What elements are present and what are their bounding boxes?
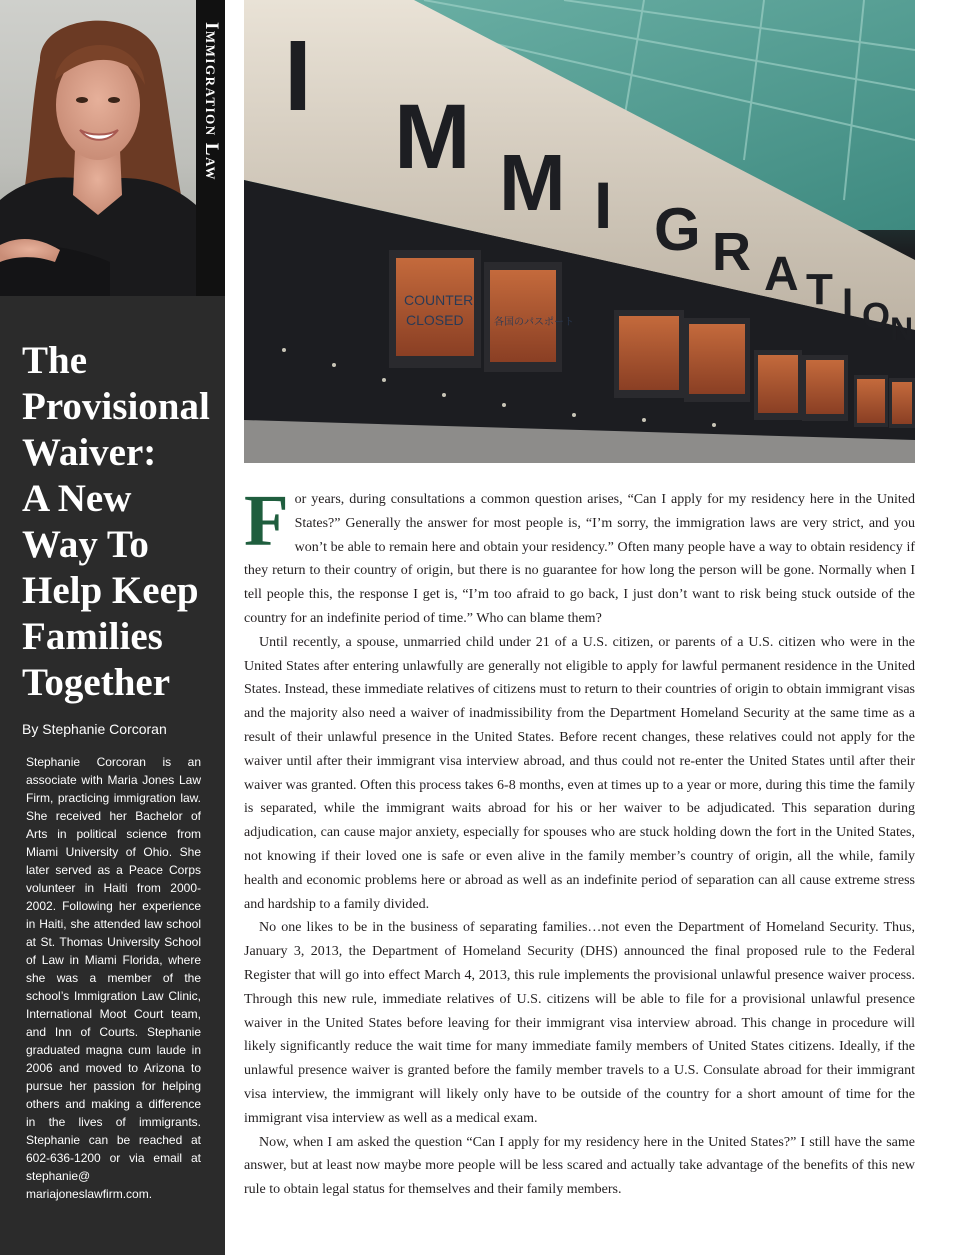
svg-text:I: I	[594, 168, 613, 242]
hero-photo	[244, 0, 915, 463]
article-paragraph: Until recently, a spouse, unmarried child under 21 of a U.S. citizen, or parents of a U.S. citizen who were in the United States after entering unlawfully are generally not eligible to apply for lawful permanent residence in the United States. Instead, these immediate relatives of citizens must to return to their countries of origin to obtain immigrant visas and the majority also need a waiver of inadmissibility from the Department Homeland Security at the same time as a result of their unlawful presence in the United States. Before recent changes, these relatives could not apply for the waiver until after their immigrant visa interview abroad, and thus could not re-enter the United States until after their waiver was granted. Often this process takes 6-8 months, even at times up to a year or more, during this time the family is separated, while the immigrant waits abroad for his or her waiver to be adjudicated. This separation during adjudication, can cause major anxiety, especially for spouses who are stuck holding down the fort in the United States, not knowing if their loved one is safe or even alive in the family member’s country of origin, all the while, family health and economic problems here or abroad as well as an indefinite period of separation can all cause extreme stress and hardship to a family divided.	[244, 634, 915, 912]
paragraph-text: or years, during consultations a common question arises, “Can I apply for my residency here in the United States?” Generally the answer for most people is, “I’m sorry, the immigration laws are very strict, and you won’t be able to remain here and obtain your residency.” Often many people have a way to obtain residency if they return to their country of origin, but there is no guarantee for how long the person will be gone. Normally when I tell people this, the response I get is, “I’m too afraid to go back, I just don’t want to risk being stuck outside of the country for an indefinite period of time.” Who can blame them?	[244, 492, 915, 626]
article-body	[244, 480, 915, 1202]
svg-text:R: R	[712, 222, 751, 282]
title-line: Way To	[22, 523, 149, 566]
svg-text:M: M	[499, 138, 566, 227]
sidebar	[0, 0, 225, 1255]
title-line: Provisional	[22, 385, 210, 428]
title-line: Together	[22, 661, 171, 704]
title-line: A New	[22, 477, 132, 520]
author-bio: Stephanie Corcoran is an associate with Maria Jones Law Firm, practicing immigration law. She received her Bachelor of Arts in political science from Miami University of Ohio. She later served as a Peace Corps volunteer in Haiti from 2000-2002. Following her experience in Haiti, she attended law school at St. Thomas University School of Law in Miami Florida, where she was a member of the school’s Immigration Law Clinic, International Moot Court team, and Inn of Courts. Stephanie graduated magna cum laude in 2006 and moved to Arizona to pursue her passion for helping others and making a difference in the lives of immigrants. Stephanie can be reached at 602-636-1200 or via email at stephanie@ mariajoneslawfirm.com.	[26, 755, 201, 1201]
byline: By Stephanie Corcoran	[22, 721, 167, 737]
svg-text:A: A	[764, 248, 799, 301]
svg-text:O: O	[862, 295, 891, 336]
author-portrait	[0, 0, 196, 296]
svg-text:T: T	[806, 265, 833, 314]
svg-text:各国のパスポート: 各国のパスポート	[494, 317, 574, 328]
title-line: Waiver:	[22, 431, 157, 474]
svg-text:N: N	[890, 311, 914, 347]
title-line: Help Keep	[22, 569, 199, 612]
article-paragraph	[244, 480, 915, 631]
title-line: The	[22, 339, 88, 382]
article-paragraph: No one likes to be in the business of separating families…not even the Department of Homeland Security. Thus, January 3, 2013, the Department of Homeland Security (DHS) announced the final proposed rule to the Federal Register that will go into effect March 4, 2013, this rule implements the provisional unlawful presence waiver process. Through this new rule, immediate relatives of U.S. citizens will be able to file for a provisional unlawful presence waiver in the United States before leaving for their immigrant visa interview abroad. This change in procedure will likely significantly reduce the wait time for many immediate family members of United States citizens. Ideally, if the unlawful presence waiver is granted before the family member travels to a U.S. Consulate abroad for their immigrant visa interview, the immigrant will likely only have to be outside of the country for a short amount of time for the immigrant visa interview as well as a medical exam.	[244, 920, 915, 1126]
section-label: Immigration Law	[201, 22, 222, 182]
svg-text:G: G	[654, 196, 701, 263]
svg-text:COUNTER: COUNTER	[404, 292, 474, 308]
svg-text:M: M	[394, 86, 471, 188]
author-portrait-illustration	[0, 0, 196, 296]
article-title	[22, 338, 222, 706]
drop-cap: F	[244, 480, 289, 561]
svg-text:CLOSED: CLOSED	[406, 312, 464, 328]
article-paragraph: Now, when I am asked the question “Can I apply for my residency here in the United States?” I still have the same answer, but at least now maybe more people will be less scared and actually take advantage of the benefits of this new rule to obtain legal status for themselves and their family members.	[244, 1134, 915, 1198]
immigration-counter-illustration	[244, 0, 915, 463]
svg-text:I: I	[842, 281, 854, 325]
title-line: Families	[22, 615, 163, 658]
svg-text:I: I	[284, 20, 312, 132]
